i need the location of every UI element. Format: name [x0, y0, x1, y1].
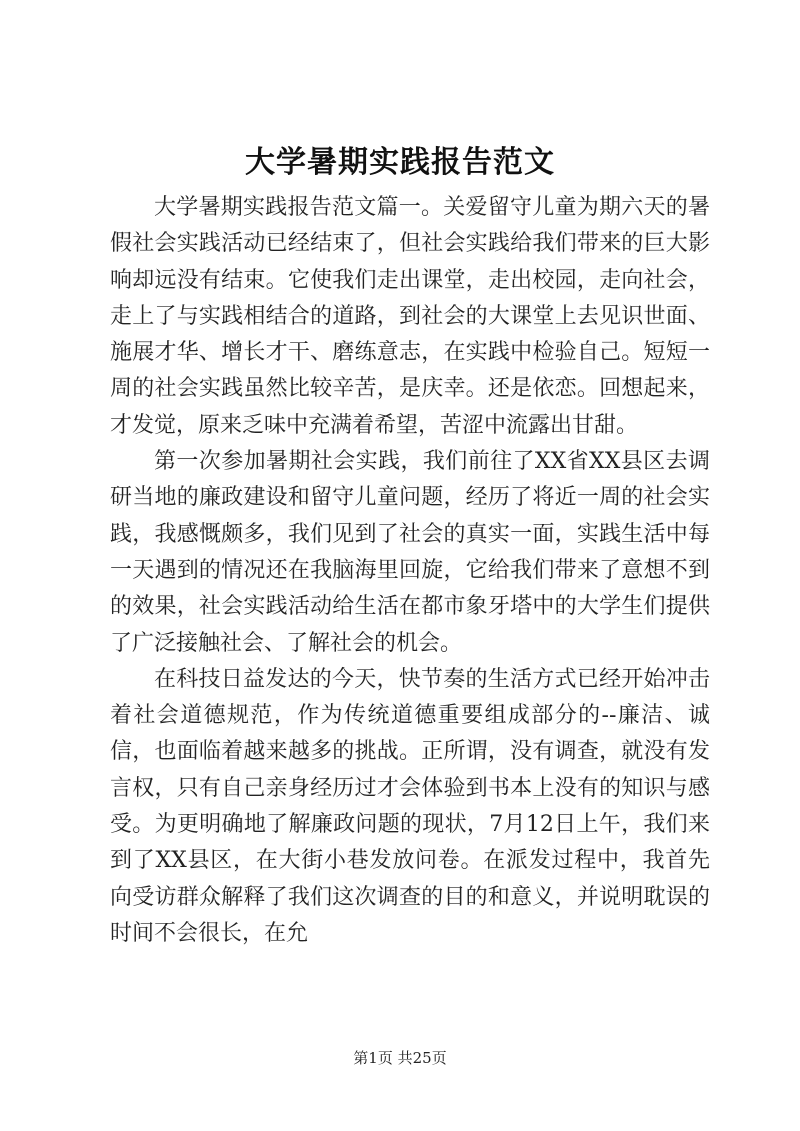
paragraph: 在科技日益发达的今天，快节奏的生活方式已经开始冲击着社会道德规范，作为传统道德重要组成部分的--廉洁、诚信，也面临着越来越多的挑战。正所谓，没有调查，就没有发言权，只有自己亲身经历过才会体验到书本上没有的知识与感受。为更明确地了解廉政问题的现状，7月12日上午，我们来到了XX县区，在大街小巷发放问卷。在派发过程中，我首先向受访群众解释了我们这次调查的目的和意义，并说明耽误的时间不会很长，在允 — [110, 666, 710, 946]
paragraph: 大学暑期实践报告范文篇一。关爱留守儿童为期六天的暑假社会实践活动已经结束了，但社会实践给我们带来的巨大影响却远没有结束。它使我们走出课堂，走出校园，走向社会，走上了与实践相结合的道路，到社会的大课堂上去见识世面、施展才华、增长才干、磨练意志，在实践中检验自己。短短一周的社会实践虽然比较辛苦，是庆幸。还是依恋。回想起来，才发觉，原来乏味中充满着希望，苦涩中流露出甘甜。 — [110, 195, 710, 438]
document-title: 大学暑期实践报告范文 — [245, 145, 555, 180]
document-body — [110, 190, 710, 952]
page-number-footer: 第1页 共25页 — [353, 1049, 447, 1067]
paragraph: 第一次参加暑期社会实践，我们前往了XX省XX县区去调研当地的廉政建设和留守儿童问题，经历了将近一周的社会实践，我感慨颇多，我们见到了社会的真实一面，实践生活中每一天遇到的情况还在我脑海里回旋，它给我们带来了意想不到的效果，社会实践活动给生活在都市象牙塔中的大学生们提供了广泛接触社会、了解社会的机会。 — [110, 449, 710, 656]
